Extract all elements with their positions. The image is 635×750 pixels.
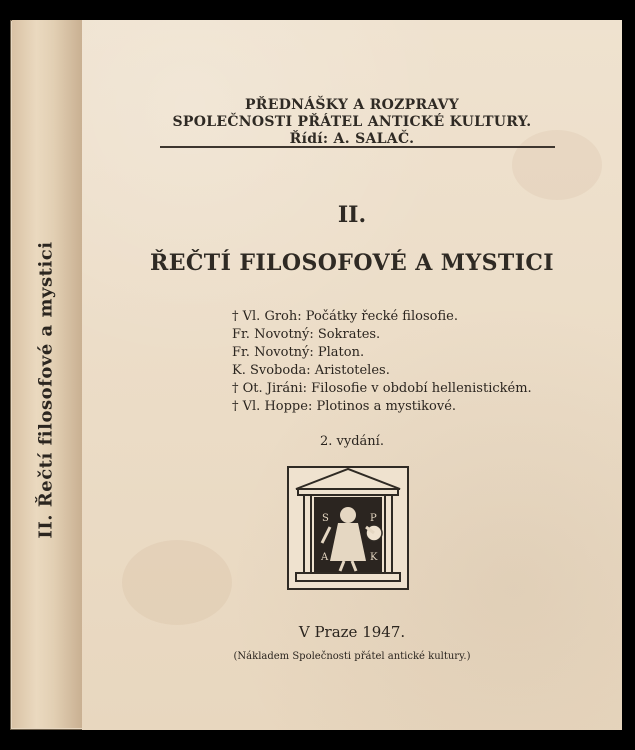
logo-letter-left-top: S [322,513,329,524]
series-block [82,97,622,148]
logo-letter-right-bottom: K [370,552,378,563]
paper-stain [122,540,232,625]
book-title: ŘEČTÍ FILOSOFOVÉ A MYSTICI [150,250,554,276]
logo-letter-right-top: P [370,513,377,524]
series-line-2: SPOLEČNOSTI PŘÁTEL ANTICKÉ KULTURY. [172,114,532,130]
contents-item: † Vl. Hoppe: Plotinos a mystikové. [232,399,457,414]
book-spine [12,20,83,728]
contents-item: † Vl. Groh: Počátky řecké filosofie. [232,309,458,324]
contents-item: Fr. Novotný: Sokrates. [232,327,381,342]
volume-number: II. [337,202,367,228]
edition-note: 2. vydání. [320,434,384,449]
contents-list [232,308,572,416]
contents-item: † Ot. Jiráni: Filosofie v období hellenistickém. [232,381,532,396]
publisher-note: (Nákladem Společnosti přátel antické kultury.) [233,651,471,662]
front-cover [82,20,622,730]
logo-letter-left-bottom: A [321,552,329,563]
publisher-logo [286,465,410,591]
header-rule [160,146,555,148]
contents-item: Fr. Novotný: Platon. [232,345,365,360]
contents-item: K. Svoboda: Aristoteles. [232,363,390,378]
series-line-3: Řídí: A. SALAČ. [289,131,415,147]
place-year: V Praze 1947. [298,623,406,641]
series-line-1: PŘEDNÁŠKY A ROZPRAVY [244,97,460,113]
temple-logo-icon [286,465,410,591]
spine-title: II. Řečtí filosofové a mystici [35,241,57,539]
